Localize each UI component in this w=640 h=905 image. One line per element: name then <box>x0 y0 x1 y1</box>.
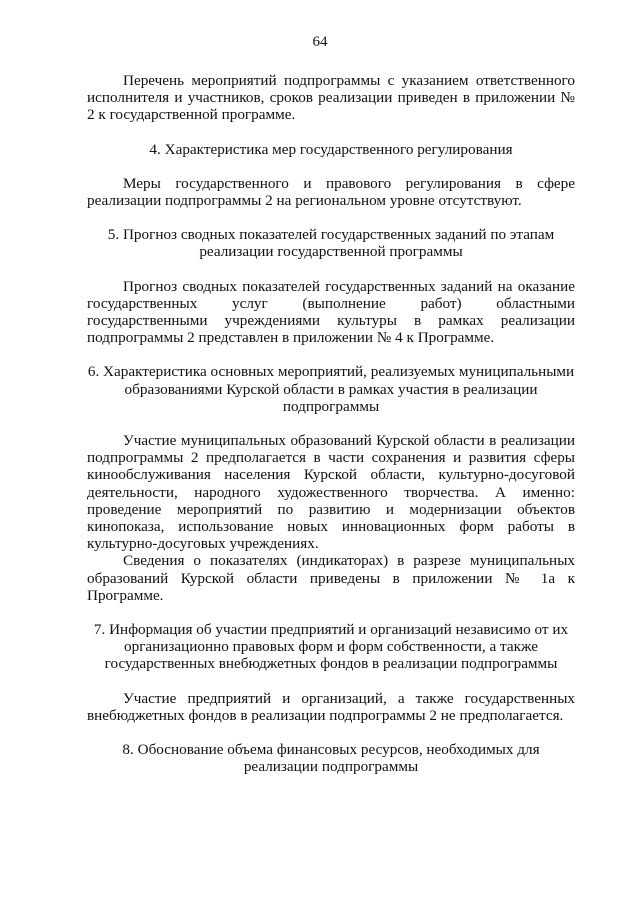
section-heading-8: 8. Обоснование объема финансовых ресурсов, необходимых для реализации подпрограммы <box>122 741 540 776</box>
section-heading-5: 5. Прогноз сводных показателей государственных заданий по этапам реализации государственной программы <box>107 226 555 261</box>
paragraph-municipal-participation: Участие муниципальных образований Курской области в реализации подпрограммы 2 предполагается в части сохранения и развития сферы кинообслуживания населения Курской области, культурно-досуговой деятельности, народного художественного творчества. А именно: проведение мероприятий по развитию и модернизации объектов кинопоказа, использование новых инновационных форм работы в культурно-досуговых учреждениях. <box>87 432 575 553</box>
paragraph-enterprises-participation: Участие предприятий и организаций, а также государственных внебюджетных фондов в реализации подпрограммы 2 не предполагается. <box>87 689 575 724</box>
document-body <box>87 72 575 776</box>
paragraph-indicators: Сведения о показателях (индикаторах) в разрезе муниципальных образований Курской области приведены в приложении № 1а к Программе. <box>87 552 575 604</box>
section-heading-4: 4. Характеристика мер государственного регулирования <box>149 140 513 158</box>
section-heading-7: 7. Информация об участии предприятий и организаций независимо от их организационно правовых форм и форм собственности, а также государственных внебюджетных фондов в реализации подпрограммы <box>93 621 569 673</box>
paragraph-state-assignments: Прогноз сводных показателей государственных заданий на оказание государственных услуг (выполнение работ) областными государственными учреждениями культуры в рамках реализации подпрограммы 2 представлен в приложении № 4 к Программе. <box>87 277 575 347</box>
paragraph-regulation: Меры государственного и правового регулирования в сфере реализации подпрограммы 2 на региональном уровне отсутствуют. <box>87 174 575 210</box>
paragraph-activities-list: Перечень мероприятий подпрограммы с указанием ответственного исполнителя и участников, сроков реализации приведен в приложении № 2 к государственной программе. <box>87 72 575 124</box>
section-heading-6: 6. Характеристика основных мероприятий, реализуемых муниципальными образованиями Курской области в рамках участия в реализации подпрограммы <box>87 363 575 415</box>
page-number: 64 <box>312 34 328 50</box>
